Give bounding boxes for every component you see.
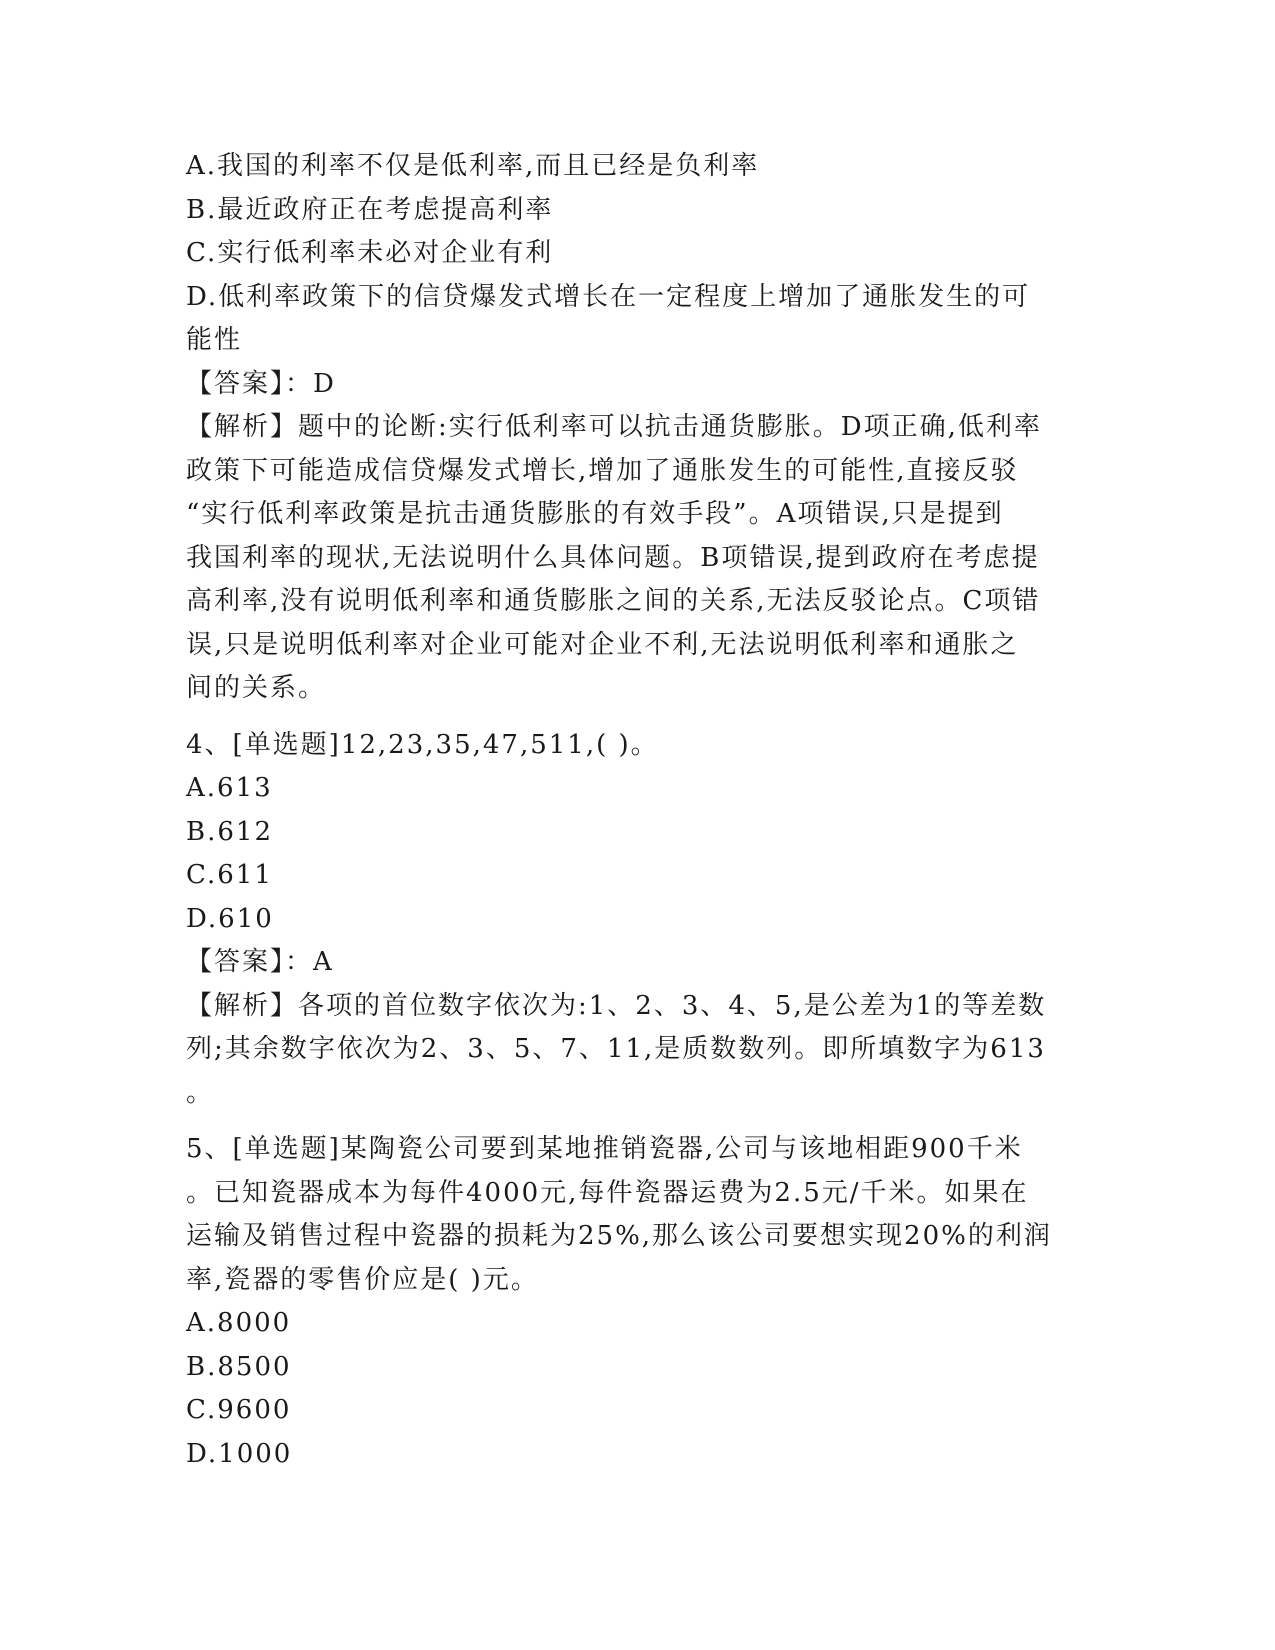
q3-analysis-line-6: 误,只是说明低利率对企业可能对企业不利,无法说明低利率和通胀之 [186,629,1019,660]
q3-option-d-line-1: D.低利率政策下的信贷爆发式增长在一定程度上增加了通胀发生的可 [186,281,1031,312]
q4-option-d: D.610 [186,903,274,934]
q3-analysis-line-3: “实行低利率政策是抗击通货膨胀的有效手段”。A项错误,只是提到 [186,499,1004,529]
question-5 [186,1128,1086,1476]
q4-analysis-line-2: 列;其余数字依次为2、3、5、7、11,是质数数列。即所填数字为613 [186,1034,1046,1064]
q3-analysis-line-4: 我国利率的现状,无法说明什么具体问题。B项错误,提到政府在考虑提 [186,542,1040,573]
q4-option-a: A.613 [186,773,273,803]
q5-option-c: C.9600 [186,1395,292,1425]
question-4 [186,724,1086,1116]
question-3-tail [186,145,1086,711]
q4-analysis-line-1: 【解析】各项的首位数字依次为:1、2、3、4、5,是公差为1的等差数 [186,990,1047,1021]
q5-stem-line-3: 运输及销售过程中瓷器的损耗为25%,那么该公司要想实现20%的利润 [186,1221,1052,1251]
q4-answer: 【答案】：A [186,947,334,977]
q3-analysis-line-2: 政策下可能造成信贷爆发式增长,增加了通胀发生的可能性,直接反驳 [186,455,1019,486]
q5-stem-line-4: 率,瓷器的零售价应是( )元。 [186,1264,539,1295]
q3-analysis-line-5: 高利率,没有说明低利率和通货膨胀之间的关系,无法反驳论点。C项错 [186,586,1041,616]
q3-answer: 【答案】：D [186,368,336,399]
q5-option-a: A.8000 [186,1308,292,1338]
q4-analysis-line-3: 。 [186,1077,215,1108]
q3-option-a: A.我国的利率不仅是低利率,而且已经是负利率 [186,151,760,181]
q4-option-b: B.612 [186,816,273,847]
q3-option-c: C.实行低利率未必对企业有利 [186,238,554,268]
q3-option-b: B.最近政府正在考虑提高利率 [186,194,554,225]
q4-option-c: C.611 [186,860,273,890]
document-page [186,145,1086,1476]
q5-option-b: B.8500 [186,1351,292,1382]
q5-stem-line-1: 5、[单选题]某陶瓷公司要到某地推销瓷器,公司与该地相距900千米 [186,1134,1023,1164]
q3-analysis-line-1: 【解析】题中的论断:实行低利率可以抗击通货膨胀。D项正确,低利率 [186,412,1042,442]
q3-analysis-line-7: 间的关系。 [186,673,327,703]
q4-stem: 4、[单选题]12,23,35,47,511,( )。 [186,729,659,760]
q5-option-d: D.1000 [186,1438,293,1469]
q5-stem-line-2: 。已知瓷器成本为每件4000元,每件瓷器运费为2.5元/千米。如果在 [186,1177,1029,1208]
q3-option-d-line-2: 能性 [186,325,243,355]
